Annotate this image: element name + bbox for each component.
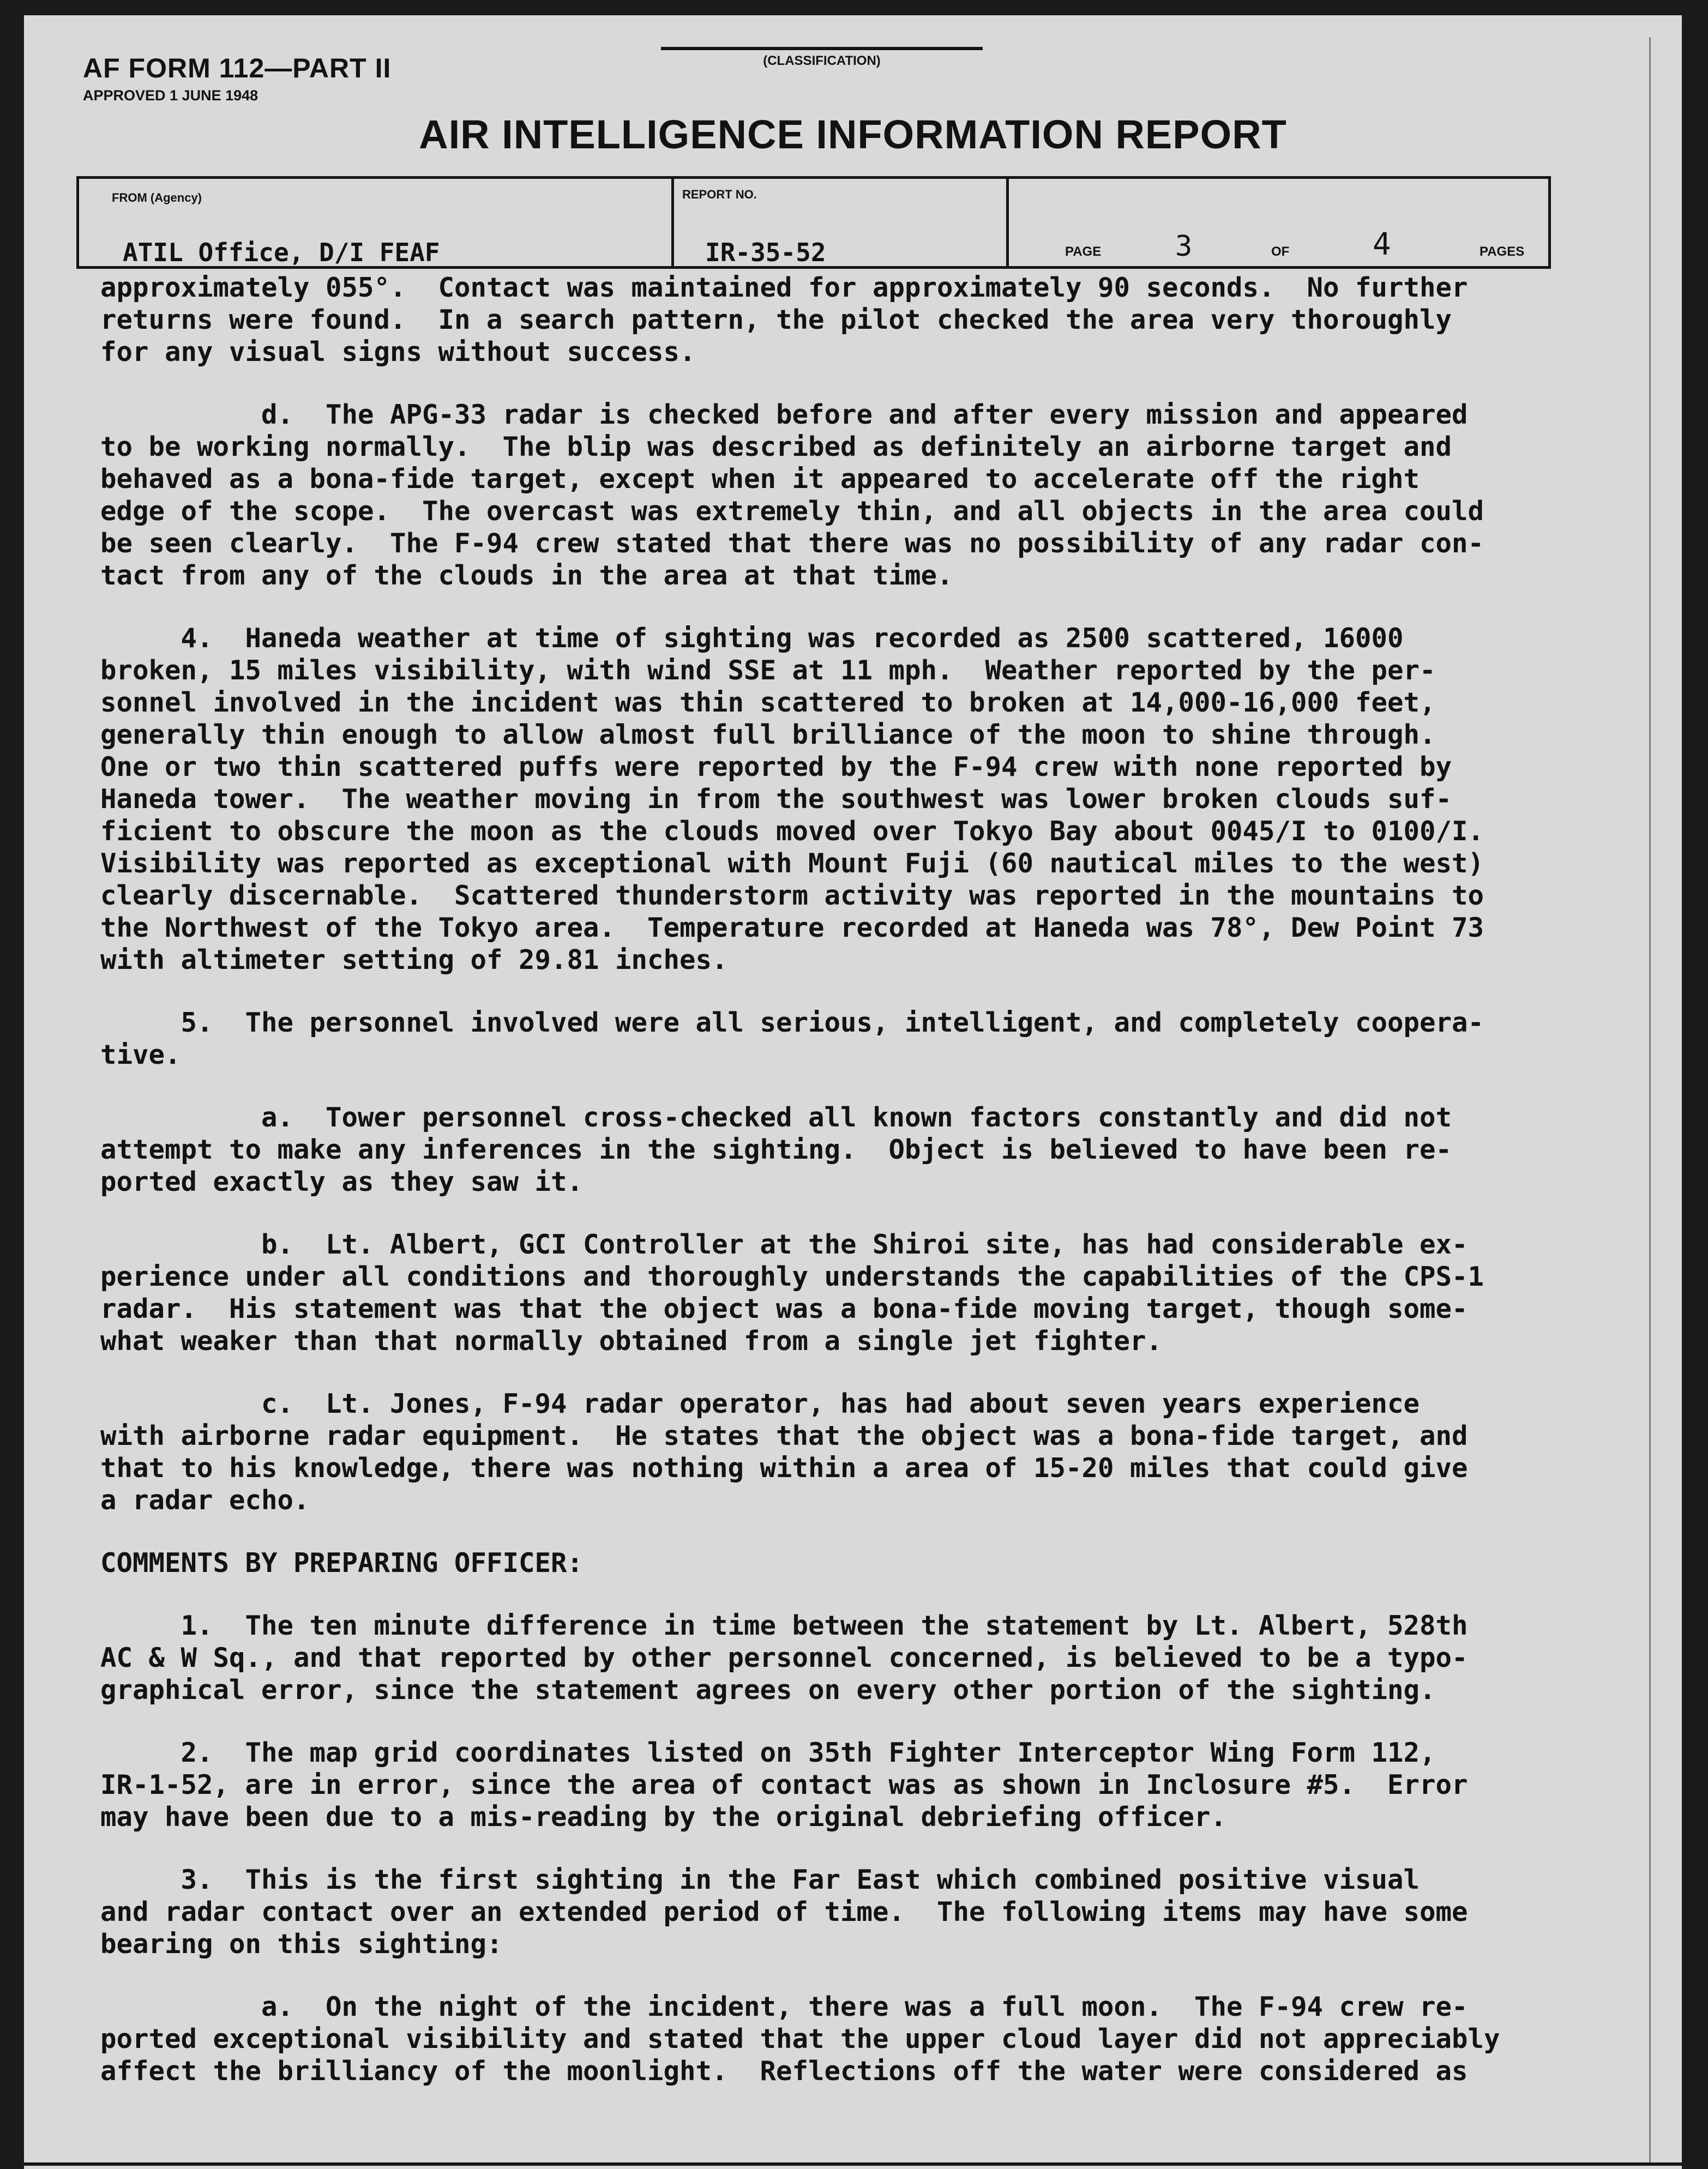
text-line: what weaker than that normally obtained from a single jet fighter. [100,1325,1163,1357]
text-line: ficient to obscure the moon as the clouds moved over Tokyo Bay about 0045/I to 0100/I. [100,816,1484,847]
page-number: 3 [1175,230,1193,263]
text-line: perience under all conditions and thoroughly understands the capabilities of the CPS-1 [100,1261,1484,1292]
text-line: AC & W Sq., and that reported by other personnel concerned, is believed to be a typo- [100,1642,1468,1673]
text-line: generally thin enough to allow almost full brilliance of the moon to shine through. [100,719,1436,750]
text-line: ported exactly as they saw it. [100,1166,584,1197]
classification-label: (CLASSIFICATION) [763,53,881,68]
text-line: the Northwest of the Tokyo area. Temperature recorded at Haneda was 78°, Dew Point 73 [100,912,1484,943]
text-line: 4. Haneda weather at time of sighting was recorded as 2500 scattered, 16000 [100,623,1404,654]
text-line: with airborne radar equipment. He states that the object was a bona-fide target, and [100,1420,1468,1451]
text-line: may have been due to a mis-reading by the original debriefing officer. [100,1802,1227,1833]
paragraph-gap [100,1357,1551,1388]
text-line: be seen clearly. The F-94 crew stated that there was no possibility of any radar con- [100,528,1484,559]
bottom-rule [24,2162,1682,2166]
paragraph-gap [100,592,1551,622]
report-header-box [76,176,1551,269]
text-line: Visibility was reported as exceptional with Mount Fuji (60 nautical miles to the west) [100,848,1484,879]
text-line: a radar echo. [100,1485,310,1516]
text-line: radar. His statement was that the object was a bona-fide moving target, though some- [100,1293,1468,1324]
text-line: ported exceptional visibility and stated that the upper cloud layer did not appreciably [100,2023,1500,2054]
page-label: PAGE [1065,244,1102,259]
text-line: clearly discernable. Scattered thunderstorm activity was reported in the mountains to [100,880,1484,911]
text-line: a. On the night of the incident, there was a full moon. The F-94 crew re- [100,1991,1468,2022]
text-line: to be working normally. The blip was described as definitely an airborne target and [100,431,1452,462]
text-line: and radar contact over an extended period of time. The following items may have some [100,1896,1468,1927]
from-label: FROM (Agency) [112,191,202,204]
paragraph-gap [100,1516,1551,1547]
paragraph-gap [100,368,1551,399]
paragraph-gap [100,1960,1551,1991]
header-divider [1006,179,1009,266]
text-line: behaved as a bona-fide target, except when it appeared to accelerate off the right [100,463,1420,495]
text-line: edge of the scope. The overcast was extremely thin, and all objects in the area could [100,496,1484,527]
approval-date: APPROVED 1 JUNE 1948 [83,87,258,104]
paragraph-gap [100,976,1551,1007]
text-line: 5. The personnel involved were all serious, intelligent, and completely coopera- [100,1007,1484,1038]
text-line: attempt to make any inferences in the sighting. Object is believed to have been re- [100,1134,1452,1165]
text-line: bearing on this sighting: [100,1929,503,1960]
page-total: 4 [1373,227,1391,262]
text-line: 1. The ten minute difference in time between the statement by Lt. Albert, 528th [100,1610,1468,1641]
text-line: a. Tower personnel cross-checked all known factors constantly and did not [100,1102,1452,1133]
text-line: b. Lt. Albert, GCI Controller at the Shiroi site, has had considerable ex- [100,1229,1468,1260]
form-id: AF FORM 112—PART II [83,53,392,83]
paragraph-gap [100,1706,1551,1737]
paragraph-gap [100,1071,1551,1101]
text-line: for any visual signs without success. [100,336,696,367]
text-line: Haneda tower. The weather moving in from the southwest was lower broken clouds suf- [100,784,1452,815]
text-line: returns were found. In a search pattern, the pilot checked the area very thoroughly [100,304,1452,335]
paragraph-gap [100,1198,1551,1228]
text-line: IR-1-52, are in error, since the area of contact was as shown in Inclosure #5. Error [100,1769,1468,1800]
classification-line [661,47,983,50]
document-page [24,15,1682,2169]
text-line: d. The APG-33 radar is checked before and after every mission and appeared [100,399,1468,430]
text-line: One or two thin scattered puffs were reported by the F-94 crew with none reported by [100,751,1452,782]
text-line: approximately 055°. Contact was maintained for approximately 90 seconds. No further [100,272,1468,303]
report-body [100,272,1551,2087]
text-line: with altimeter setting of 29.81 inches. [100,944,728,975]
text-line: that to his knowledge, there was nothing within a area of 15-20 miles that could give [100,1453,1468,1484]
text-line: tact from any of the clouds in the area at that time. [100,560,953,591]
text-line: c. Lt. Jones, F-94 radar operator, has had about seven years experience [100,1388,1420,1419]
of-label: OF [1271,244,1290,259]
text-line: 3. This is the first sighting in the Far East which combined positive visual [100,1864,1420,1895]
text-line: graphical error, since the statement agrees on every other portion of the sighting. [100,1674,1436,1706]
paragraph-gap [100,1579,1551,1610]
text-line: affect the brilliancy of the moonlight. Reflections off the water were considered as [100,2056,1468,2087]
paragraph-gap [100,1833,1551,1864]
report-no-value: IR-35-52 [705,238,826,267]
text-line: broken, 15 miles visibility, with wind SSE at 11 mph. Weather reported by the per- [100,655,1436,686]
pages-label: PAGES [1480,244,1525,259]
text-line: sonnel involved in the incident was thin scattered to broken at 14,000-16,000 feet, [100,687,1436,718]
text-line: tive. [100,1039,181,1070]
header-divider [671,179,674,266]
report-title: AIR INTELLIGENCE INFORMATION REPORT [419,112,1287,157]
from-value: ATIL Office, D/I FEAF [123,238,440,267]
text-line: 2. The map grid coordinates listed on 35th Fighter Interceptor Wing Form 112, [100,1737,1436,1768]
text-line: COMMENTS BY PREPARING OFFICER: [100,1547,584,1578]
report-no-label: REPORT NO. [682,188,757,201]
page-edge-line [1649,37,1651,2164]
classification-block [661,47,983,69]
